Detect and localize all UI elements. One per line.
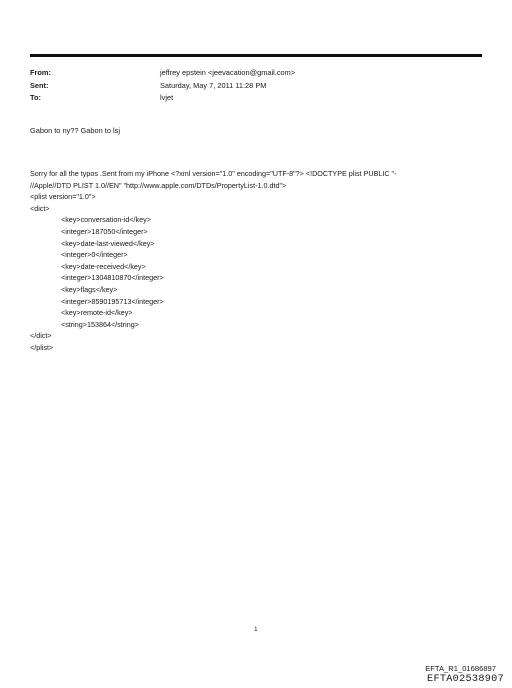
body-line: <string>153864</string> (61, 319, 139, 329)
body-line: <integer>8590195713</integer> (61, 296, 164, 306)
bates-number-primary: EFTA_R1_01686897 (425, 664, 496, 673)
subject-line: Gabon to ny?? Gabon to lsj (30, 126, 120, 135)
body-line: <key>flags</key> (61, 284, 118, 294)
page-number: 1 (254, 626, 258, 633)
from-row (30, 67, 295, 80)
header-rule (30, 54, 482, 57)
to-value: lvjet (160, 93, 174, 102)
sent-value: Saturday, May 7, 2011 11:28 PM (160, 80, 267, 90)
body-line: //Apple//DTD PLIST 1.0//EN" "http://www.apple.com/DTDs/PropertyList-1.0.dtd"> (30, 180, 287, 190)
body-line: <plist version="1.0"> (30, 192, 96, 202)
sent-label: Sent: (30, 80, 49, 90)
bates-number-secondary: EFTA02538907 (427, 674, 504, 685)
to-row (30, 92, 295, 105)
body-line: <integer>187050</integer> (61, 226, 148, 236)
from-label: From: (30, 68, 51, 77)
body-line: <key>date-last-viewed</key> (61, 238, 155, 248)
from-value: jeffrey epstein <jeevacation@gmail.com> (160, 68, 296, 77)
body-line: </dict> (30, 331, 52, 341)
body-line: </plist> (30, 342, 54, 352)
email-body (30, 168, 470, 354)
body-line: <integer>0</integer> (61, 250, 128, 260)
body-line: <key>remote-id</key> (61, 308, 133, 318)
sent-row (30, 80, 295, 93)
email-header (30, 67, 295, 105)
body-line: <dict> (30, 203, 50, 213)
body-line: <key>conversation-id</key> (61, 215, 151, 225)
body-line: Sorry for all the typos .Sent from my iPhone <?xml version="1.0" encoding="UTF-8"?> <!DOCTYPE plist PUBLIC "- (30, 169, 397, 178)
to-label: To: (30, 93, 41, 102)
body-line: <integer>1304810870</integer> (61, 273, 164, 283)
body-line: <key>date-received</key> (61, 261, 146, 271)
